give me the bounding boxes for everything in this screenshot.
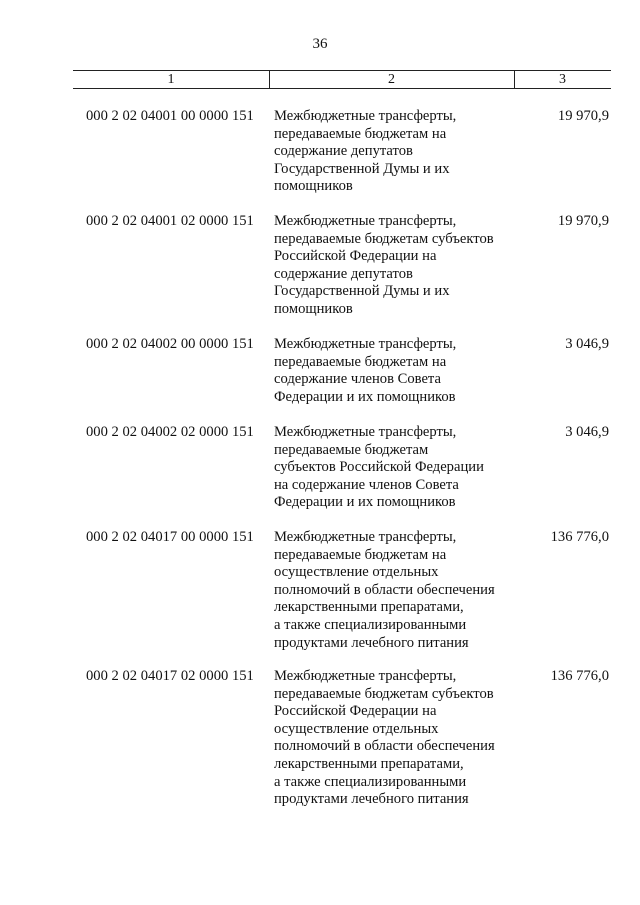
row-description: Межбюджетные трансферты, передаваемые бюджетам субъектов Российской Федерации на содержание депутатов Государственной Думы и их помощников <box>274 213 494 317</box>
table-header <box>73 66 611 88</box>
header-col-description: 2 <box>388 72 395 87</box>
budget-code: 000 2 02 04002 00 0000 151 <box>86 336 254 352</box>
budget-code: 000 2 02 04001 00 0000 151 <box>86 108 254 124</box>
page-number: 36 <box>312 36 328 52</box>
row-description: Межбюджетные трансферты, передаваемые бюджетам на содержание депутатов Государственной Думы и их помощников <box>274 108 457 195</box>
row-description: Межбюджетные трансферты, передаваемые бюджетам субъектов Российской Федерации на содержание членов Совета Федерации и их помощников <box>274 424 484 511</box>
row-description: Межбюджетные трансферты, передаваемые бюджетам субъектов Российской Федерации на осуществление отдельных полномочий в области обеспечения лекарственными препаратами, а также специализированными продуктами лечебного питания <box>274 668 495 808</box>
header-col-code: 1 <box>167 72 175 87</box>
budget-code: 000 2 02 04017 02 0000 151 <box>86 668 254 684</box>
row-amount: 3 046,9 <box>565 336 609 352</box>
row-description: Межбюджетные трансферты, передаваемые бюджетам на осуществление отдельных полномочий в области обеспечения лекарственными препаратами, а также специализированными продуктами лечебного питания <box>274 529 495 651</box>
row-amount: 3 046,9 <box>565 424 609 440</box>
row-amount: 19 970,9 <box>557 213 609 229</box>
row-amount: 19 970,9 <box>557 108 609 124</box>
budget-code: 000 2 02 04001 02 0000 151 <box>86 213 254 229</box>
header-col-amount: 3 <box>559 72 566 87</box>
header-bottom-rule <box>73 88 611 89</box>
budget-code: 000 2 02 04017 00 0000 151 <box>86 529 254 545</box>
row-amount: 136 776,0 <box>550 529 609 545</box>
row-amount: 136 776,0 <box>550 668 609 684</box>
budget-code: 000 2 02 04002 02 0000 151 <box>86 424 254 440</box>
row-description: Межбюджетные трансферты, передаваемые бюджетам на содержание членов Совета Федерации и их помощников <box>274 336 457 405</box>
header-top-rule <box>73 70 611 71</box>
